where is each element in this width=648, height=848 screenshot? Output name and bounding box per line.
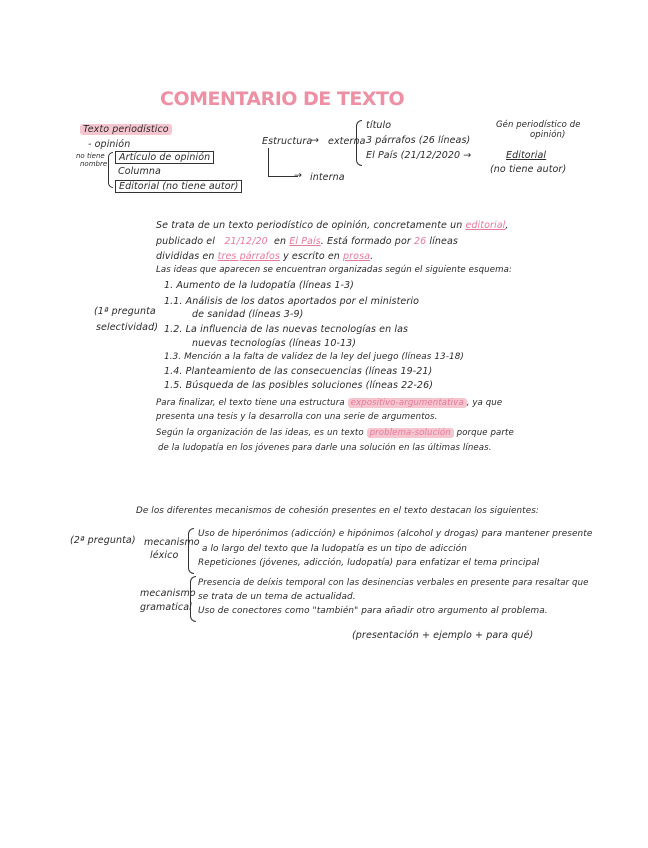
lexico-line-1: Uso de hiperónimos (adicción) e hipónimos (alcohol y drogas) para mantener presente bbox=[198, 529, 593, 539]
gram-line-3: Uso de conectores como "también" para añadir otro argumento al problema. bbox=[198, 606, 548, 616]
intro-line-4: Las ideas que aparecen se encuentran organizadas según el siguiente esquema: bbox=[156, 265, 512, 275]
pregunta1-line-1: (1ª pregunta bbox=[94, 306, 156, 317]
outline-item-1-1: 1.1. Análisis de los datos aportados por el ministerio bbox=[164, 296, 420, 307]
lexico-bracket bbox=[188, 528, 194, 574]
pregunta2-label: (2ª pregunta) bbox=[70, 535, 136, 546]
final-l3-text: Según la organización de las ideas, es un texto bbox=[156, 428, 364, 438]
lexico-line-3: Repeticiones (jóvenes, adicción, ludopatía) para enfatizar el tema principal bbox=[198, 558, 540, 568]
fuente-label: El País (21/12/2020 → bbox=[366, 150, 472, 161]
left-bracket bbox=[108, 152, 113, 188]
final-l1-text: Para finalizar, el texto tiene una estructura bbox=[156, 398, 345, 408]
externa-label: externa bbox=[328, 136, 366, 147]
intro-l2-text: publicado el bbox=[156, 236, 215, 247]
intro-l2-en: en bbox=[274, 236, 287, 247]
intro-line-3 bbox=[156, 251, 373, 262]
titulo-label: título bbox=[366, 120, 392, 131]
final-problema-solucion: problema-solución bbox=[367, 428, 454, 438]
gram-bracket bbox=[190, 576, 196, 622]
intro-l3-text: divididas en bbox=[156, 251, 215, 262]
opinion-label: - opinión bbox=[88, 139, 131, 150]
intro-el-pais: El País bbox=[289, 236, 321, 247]
mecanismo-lexico-1: mecanismo bbox=[144, 537, 200, 548]
formula-note: (presentación + ejemplo + para qué) bbox=[352, 630, 534, 641]
final-expositivo: expositivo-argumentativa bbox=[348, 398, 467, 408]
intro-l1-comma: , bbox=[505, 220, 509, 231]
final-l3-porque: porque parte bbox=[456, 428, 514, 438]
intro-l1-text: Se trata de un texto periodístico de opinión, concretamente un bbox=[156, 220, 463, 231]
pregunta1-line-2: selectividad) bbox=[96, 322, 159, 333]
intro-line-1 bbox=[156, 220, 509, 231]
intro-prosa: prosa bbox=[343, 251, 371, 262]
interna-label: interna bbox=[310, 172, 345, 183]
outline-item-1-3: 1.3. Mención a la falta de validez de la ley del juego (líneas 13-18) bbox=[164, 352, 464, 362]
intro-line-2 bbox=[156, 236, 458, 247]
mecanismo-lexico-2: léxico bbox=[150, 550, 179, 561]
gram-line-2: se trata de un tema de actualidad. bbox=[198, 592, 356, 602]
intro-editorial: editorial bbox=[465, 220, 506, 231]
outline-item-1-5: 1.5. Búsqueda de las posibles soluciones (líneas 22-26) bbox=[164, 380, 434, 391]
intro-26: 26 bbox=[413, 236, 427, 247]
type-item-editorial: Editorial (no tiene autor) bbox=[115, 180, 242, 193]
editorial-label: Editorial bbox=[506, 150, 547, 161]
outline-item-1-2: 1.2. La influencia de las nuevas tecnologías en las bbox=[164, 324, 409, 335]
intro-l3-dot: . bbox=[370, 251, 374, 262]
type-item-articulo: Artículo de opinión bbox=[115, 151, 214, 164]
final-line-3 bbox=[156, 428, 514, 438]
side-note-no-tiene: no tiene bbox=[76, 152, 105, 160]
side-note-nombre: nombre bbox=[80, 160, 108, 168]
cohesion-intro: De los diferentes mecanismos de cohesión presentes en el texto destacan los siguientes: bbox=[136, 506, 539, 516]
lexico-line-2: a lo largo del texto que la ludopatía es un tipo de adicción bbox=[202, 544, 467, 554]
externa-bracket bbox=[356, 120, 362, 166]
intro-l2-lineas: líneas bbox=[429, 236, 458, 247]
no-autor-label: (no tiene autor) bbox=[490, 164, 567, 175]
mecanismo-gram-1: mecanismo bbox=[140, 588, 196, 599]
arrow-interna: → bbox=[294, 170, 303, 181]
outline-item-1-4: 1.4. Planteamiento de las consecuencias (líneas 19-21) bbox=[164, 366, 433, 377]
type-item-columna: Columna bbox=[118, 166, 161, 177]
arrow-externa: → bbox=[311, 135, 320, 146]
interna-connector-vertical bbox=[268, 148, 269, 176]
final-line-1 bbox=[156, 398, 502, 408]
texto-periodistico-label: Texto periodístico bbox=[80, 124, 172, 135]
estructura-label: Estructura bbox=[262, 136, 313, 147]
intro-fecha: 21/12/20 bbox=[224, 236, 268, 247]
gram-line-1: Presencia de deíxis temporal con las desinencias verbales en presente para resaltar que bbox=[198, 578, 589, 588]
outline-item-1-2-cont: nuevas tecnologías (líneas 10-13) bbox=[192, 338, 357, 349]
intro-l3-escrito: y escrito en bbox=[283, 251, 340, 262]
final-line-4: de la ludopatía en los jóvenes para darle una solución en las últimas líneas. bbox=[158, 443, 492, 453]
parrafos-label: 3 párrafos (26 líneas) bbox=[366, 135, 471, 146]
outline-item-1: 1. Aumento de la ludopatía (líneas 1-3) bbox=[164, 280, 354, 291]
mecanismo-gram-2: gramatical bbox=[140, 602, 192, 613]
intro-tres-parrafos: tres párrafos bbox=[217, 251, 280, 262]
page-title: COMENTARIO DE TEXTO bbox=[160, 88, 405, 110]
outline-item-1-1-cont: de sanidad (líneas 3-9) bbox=[192, 309, 304, 320]
intro-l2-formado: . Está formado por bbox=[320, 236, 411, 247]
final-l1-ya: , ya que bbox=[466, 398, 503, 408]
genero-label-1: Gén periodístico de bbox=[496, 120, 581, 130]
genero-label-2: opinión) bbox=[530, 130, 566, 140]
final-line-2: presenta una tesis y la desarrolla con una serie de argumentos. bbox=[156, 412, 438, 422]
